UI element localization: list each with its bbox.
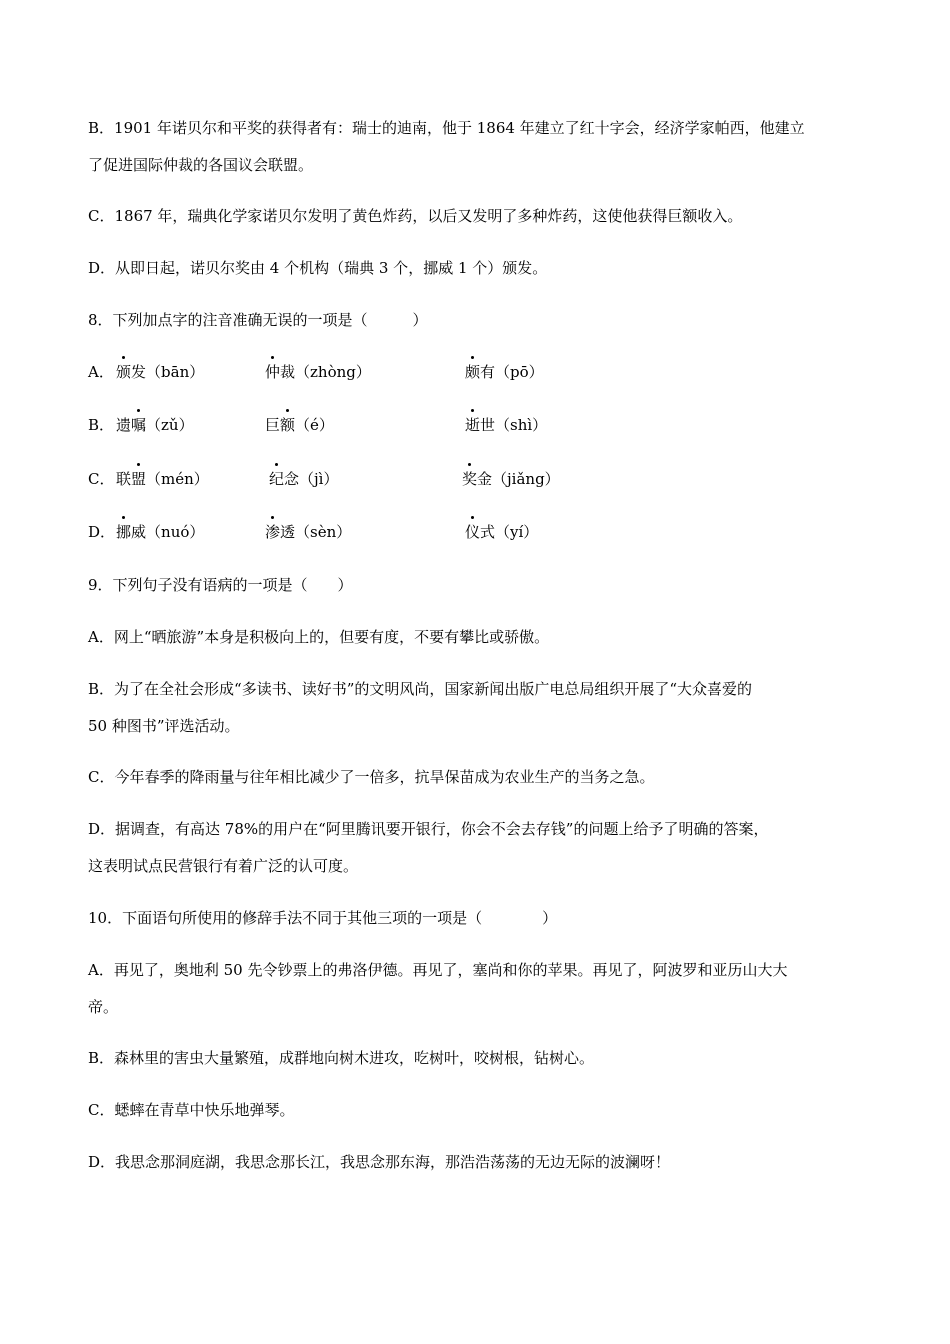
q8-option-d-item-3: 仪式（yí） [465,523,539,541]
dotted-char: 额 [280,416,296,434]
dotted-char: 嘱 [131,416,147,434]
q8-option-d-label: D． [88,523,116,541]
q10-option-a-line-1: A．再见了，奥地利 50 先令钞票上的弗洛伊德。再见了，塞尚和你的苹果。再见了，阿波罗和亚历山大大 [88,961,788,979]
q8-option-a-item-3: 颇有（pō） [465,363,544,381]
q9-option-d-line-1: D．据调查，有高达 78%的用户在“阿里腾讯要开银行，你会不会去存钱”的问题上给予了明确的答案， [88,820,769,838]
q8-option-b-item-3: 逝世（shì） [465,416,548,434]
q8-option-c-item-1: 联盟（mén） [116,470,209,488]
dotted-char: 仲 [265,363,281,381]
q9-option-c: C．今年春季的降雨量与往年相比减少了一倍多，抗旱保苗成为农业生产的当务之急。 [88,768,655,786]
q8-option-d-item-1: 挪威（nuó） [116,523,205,541]
q8-option-a-label: A． [88,363,114,381]
q10-option-c: C．蟋蟀在青草中快乐地弹琴。 [88,1101,295,1119]
q8-option-b-label: B． [88,416,115,434]
dotted-char: 渗 [265,523,281,541]
dotted-char: 奖 [462,470,478,488]
dotted-char: 挪 [116,523,132,541]
q8-option-b-item-1: 遗嘱（zǔ） [116,416,194,434]
q8-option-d-item-2: 渗透（sèn） [265,523,352,541]
q8-option-c-label: C． [88,470,115,488]
q8-option-c-item-3: 奖金（jiǎng） [462,470,560,488]
dotted-char: 仪 [465,523,481,541]
dotted-char: 纪 [269,470,285,488]
q8-stem: 8．下列加点字的注音准确无误的一项是（ ） [88,311,428,329]
q10-stem: 10．下面语句所使用的修辞手法不同于其他三项的一项是（ ） [88,909,558,927]
q10-option-a-line-2: 帝。 [88,998,119,1016]
q9-option-b-line-2: 50 种图书”评选活动。 [88,717,240,735]
q8-option-a-item-2: 仲裁（zhòng） [265,363,371,381]
dotted-char: 逝 [465,416,481,434]
q7-option-b-line-1: B．1901 年诺贝尔和平奖的获得者有：瑞士的迪南，他于 1864 年建立了红十字会，经济学家帕西，他建立 [88,119,805,137]
q7-option-d: D．从即日起，诺贝尔奖由 4 个机构（瑞典 3 个，挪威 1 个）颁发。 [88,259,548,277]
q9-option-a: A．网上“晒旅游”本身是积极向上的，但要有度，不要有攀比或骄傲。 [88,628,550,646]
q9-option-b-line-1: B．为了在全社会形成“多读书、读好书”的文明风尚，国家新闻出版广电总局组织开展了“大众喜爱的 [88,680,753,698]
q10-option-d: D．我思念那洞庭湖，我思念那长江，我思念那东海，那浩浩荡荡的无边无际的波澜呀！ [88,1153,671,1171]
dotted-char: 颇 [465,363,481,381]
dotted-char: 盟 [131,470,147,488]
q9-stem: 9．下列句子没有语病的一项是（ ） [88,576,353,594]
q9-option-d-line-2: 这表明试点民营银行有着广泛的认可度。 [88,857,359,875]
q8-option-a-item-1: 颁发（bān） [116,363,205,381]
q8-option-b-item-2: 巨额（é） [265,416,334,434]
q10-option-b: B．森林里的害虫大量繁殖，成群地向树木进攻，吃树叶，咬树根，钻树心。 [88,1049,595,1067]
q7-option-b-line-2: 了促进国际仲裁的各国议会联盟。 [88,156,314,174]
q8-option-c-item-2: 纪念（jì） [269,470,339,488]
q7-option-c: C．1867 年，瑞典化学家诺贝尔发明了黄色炸药，以后又发明了多种炸药，这使他获得巨额收入。 [88,207,743,225]
dotted-char: 颁 [116,363,132,381]
